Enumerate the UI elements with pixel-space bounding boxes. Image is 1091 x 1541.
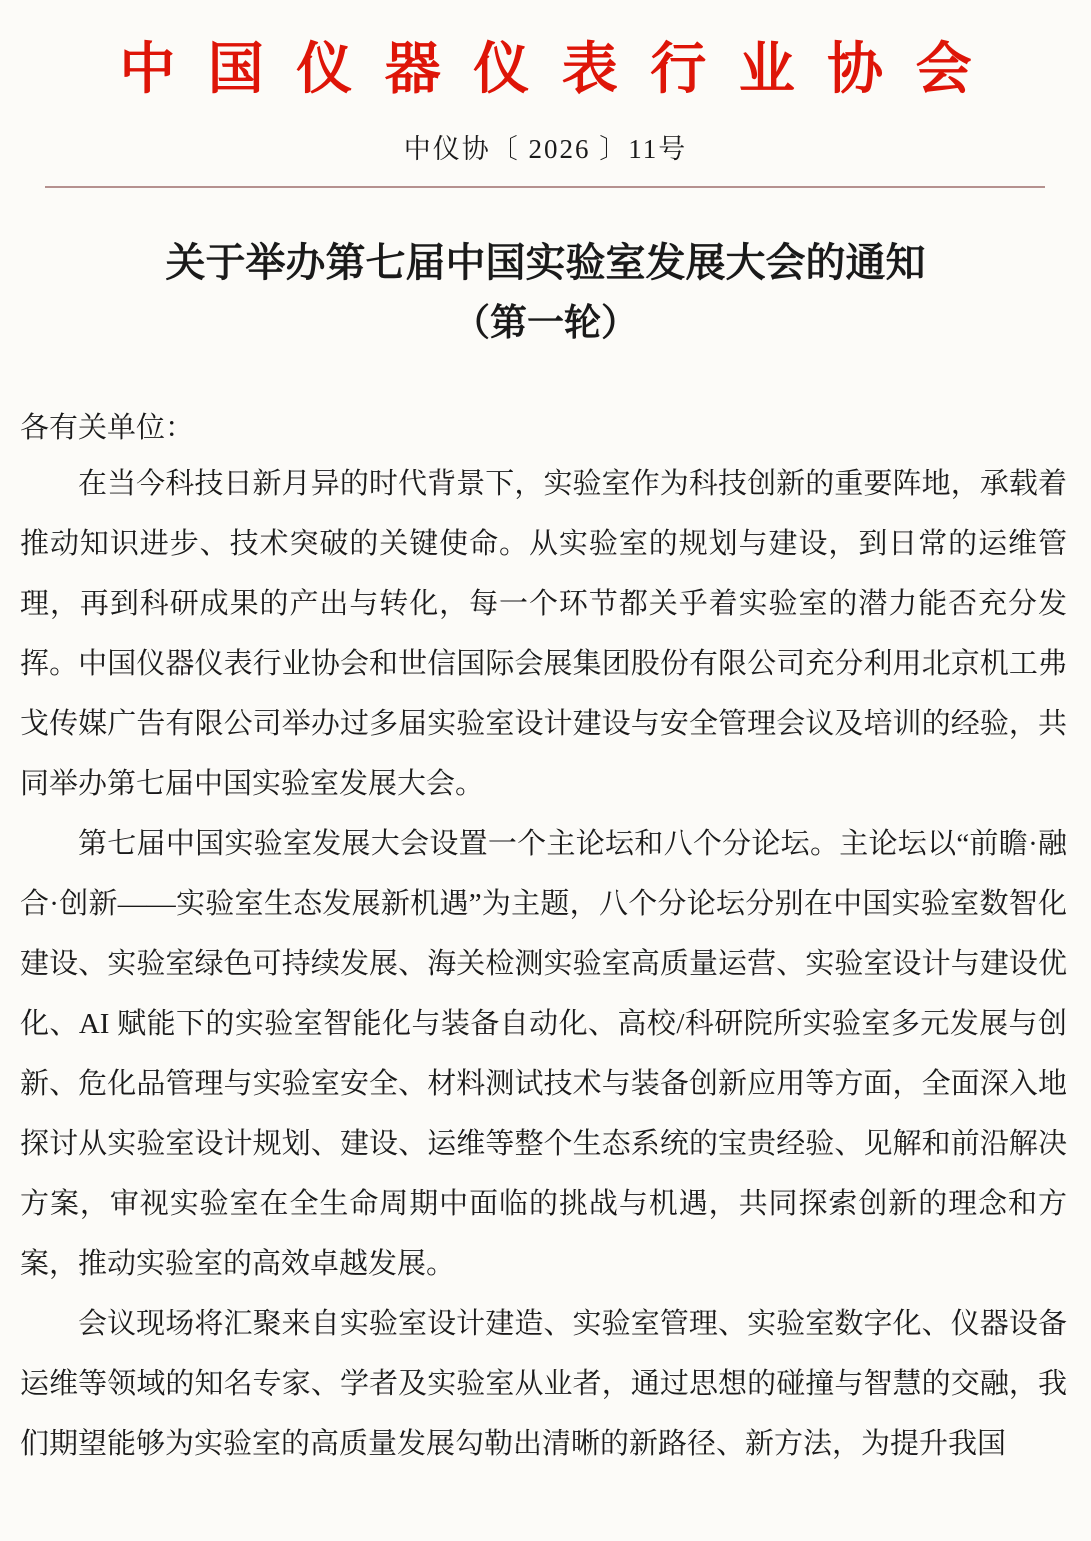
document-number: 中仪协〔 2026 〕11号 <box>403 134 688 164</box>
notice-body <box>0 445 1091 1474</box>
body-paragraph-2: 第七届中国实验室发展大会设置一个主论坛和八个分论坛。主论坛以“前瞻·融合·创新——实验室生态发展新机遇”为主题，八个分论坛分别在中国实验室数智化建设、实验室绿色可持续发展、海关检测实验室高质量运营、实验室设计与建设优化、AI 赋能下的实验室智能化与装备自动化、高校/科研院所实验室多元发展与创新、危化品管理与实验室安全、材料测试技术与装备创新应用等方面，全面深入地探讨从实验室设计规划、建设、运维等整个生态系统的宝贵经验、见解和前沿解决方案，审视实验室在全生命周期中面临的挑战与机遇，共同探索创新的理念和方案，推动实验室的高效卓越发展。 <box>20 828 1067 1280</box>
body-paragraph-1: 在当今科技日新月异的时代背景下，实验室作为科技创新的重要阵地，承载着推动知识进步、技术突破的关键使命。从实验室的规划与建设，到日常的运维管理，再到科研成果的产出与转化，每一个环节都关乎着实验室的潜力能否充分发挥。中国仪器仪表行业协会和世信国际会展集团股份有限公司充分利用北京机工弗戈传媒广告有限公司举办过多届实验室设计建设与安全管理会议及培训的经验，共同举办第七届中国实验室发展大会。 <box>20 468 1067 800</box>
notice-title: 关于举办第七届中国实验室发展大会的通知 <box>165 240 926 285</box>
header-divider-line <box>45 186 1045 188</box>
notice-subtitle-round: （第一轮） <box>453 303 638 344</box>
body-paragraph-3: 会议现场将汇聚来自实验室设计建造、实验室管理、实验室数字化、仪器设备运维等领域的知名专家、学者及实验室从业者，通过思想的碰撞与智慧的交融，我们期望能够为实验室的高质量发展勾勒出清晰的新路径、新方法，为提升我国 <box>20 1308 1067 1460</box>
salutation: 各有关单位： <box>20 412 195 444</box>
issuing-org-name: 中国仪器仪表行业协会 <box>119 39 1005 101</box>
